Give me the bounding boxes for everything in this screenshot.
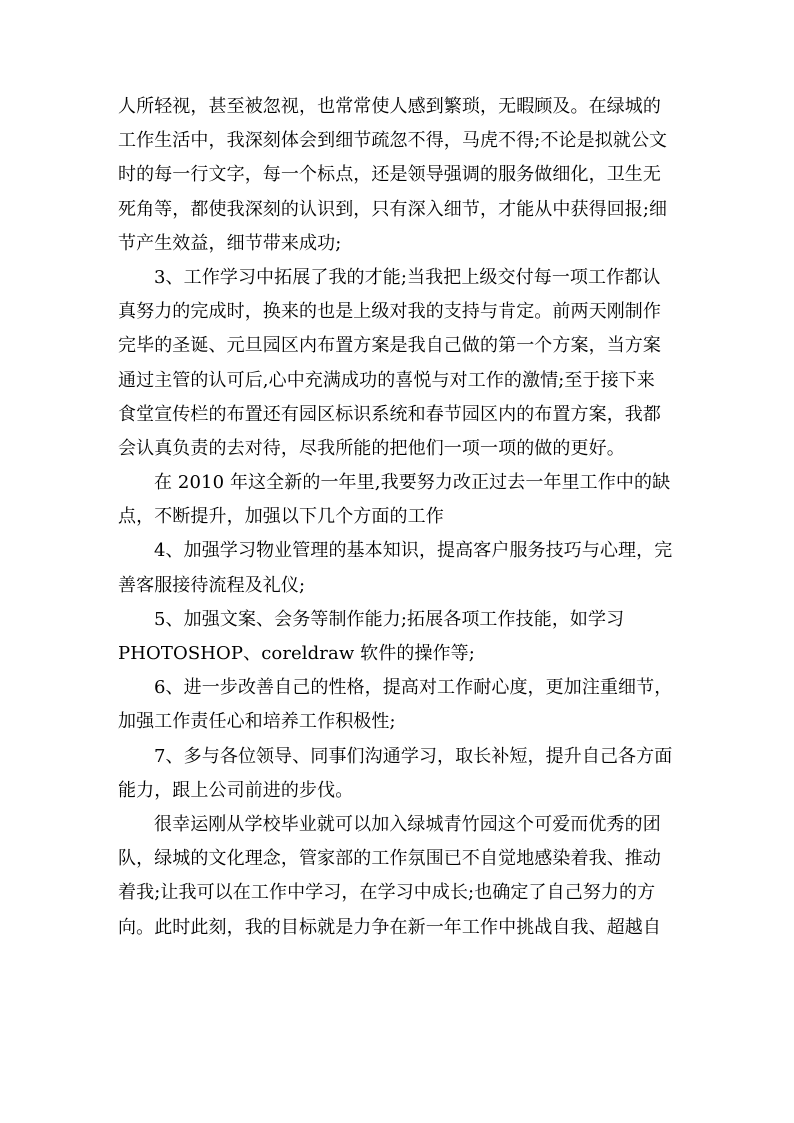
paragraph-5 <box>118 603 678 671</box>
text-line: 4、加强学习物业管理的基本知识，提高客户服务技巧与心理，完 <box>154 540 673 562</box>
paragraph-7 <box>118 740 678 808</box>
text-line: 死角等，都使我深刻的认识到，只有深入细节，才能从中获得回报;细 <box>118 198 668 220</box>
text-line: 7、多与各位领导、同事们沟通学习，取长补短，提升自己各方面 <box>154 745 673 767</box>
paragraph-4 <box>118 534 678 602</box>
text-line: 通过主管的认可后,心中充满成功的喜悦与对工作的激情;至于接下来 <box>118 369 655 391</box>
text-line: 完毕的圣诞、元旦园区内布置方案是我自己做的第一个方案，当方案 <box>118 335 661 357</box>
text-line: 善客服接待流程及礼仪; <box>118 574 306 596</box>
text-line: 加强工作责任心和培养工作积极性; <box>118 711 396 733</box>
paragraph-8 <box>118 808 678 945</box>
paragraph-1 <box>118 90 678 261</box>
text-line: 3、工作学习中拓展了我的才能;当我把上级交付每一项工作都认 <box>154 266 661 288</box>
text-line: 5、加强文案、会务等制作能力;拓展各项工作技能，如学习 <box>154 608 625 630</box>
text-line: 工作生活中，我深刻体会到细节疏忽不得，马虎不得;不论是拟就公文 <box>118 130 668 152</box>
text-line: 人所轻视，甚至被忽视，也常常使人感到繁琐，无暇顾及。在绿城的 <box>118 96 661 117</box>
text-line: 时的每一行文字，每一个标点，还是领导强调的服务做细化，卫生无 <box>118 164 661 186</box>
text-line: 会认真负责的去对待，尽我所能的把他们一项一项的做的更好。 <box>118 437 625 459</box>
text-line: 很幸运刚从学校毕业就可以加入绿城青竹园这个可爱而优秀的团 <box>154 813 661 835</box>
paragraph-3 <box>118 466 678 534</box>
paragraph-6 <box>118 671 678 739</box>
text-line: 食堂宣传栏的布置还有园区标识系统和春节园区内的布置方案，我都 <box>118 403 661 425</box>
text-line: 能力，跟上公司前进的步伐。 <box>118 779 354 801</box>
text-line: 队，绿城的文化理念，管家部的工作氛围已不自觉地感染着我、推动 <box>118 848 661 870</box>
text-line: 向。此时此刻，我的目标就是力争在新一年工作中挑战自我、超越自 <box>118 916 661 938</box>
text-line: 节产生效益，细节带来成功; <box>118 232 342 254</box>
text-line: PHOTOSHOP、coreldraw 软件的操作等; <box>118 643 475 664</box>
text-line: 点，不断提升，加强以下几个方面的工作 <box>118 506 444 528</box>
text-line: 在 2010 年这全新的一年里,我要努力改正过去一年里工作中的缺 <box>154 472 671 494</box>
text-line: 真努力的完成时，换来的也是上级对我的支持与肯定。前两天刚制作 <box>118 301 661 323</box>
document-body <box>118 90 678 945</box>
paragraph-2 <box>118 261 678 466</box>
text-line: 6、进一步改善自己的性格，提高对工作耐心度，更加注重细节， <box>154 677 673 699</box>
text-line: 着我;让我可以在工作中学习，在学习中成长;也确定了自己努力的方 <box>118 882 656 904</box>
